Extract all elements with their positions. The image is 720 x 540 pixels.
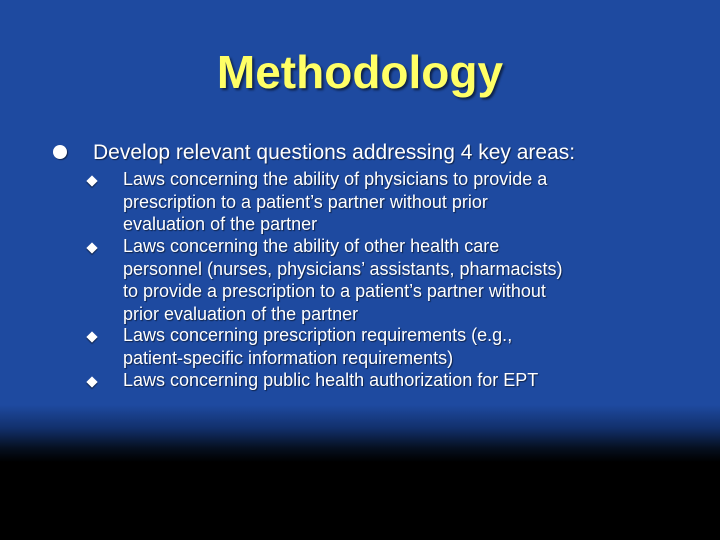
sub-bullet-item xyxy=(85,168,685,236)
sub-bullet-text xyxy=(123,324,683,369)
main-bullet-text: Develop relevant questions addressing 4 key areas: xyxy=(93,141,576,164)
sub-bullet-line: prescription to a patient’s partner without prior xyxy=(123,191,488,212)
sub-bullet-line: evaluation of the partner xyxy=(123,214,318,234)
slide-title: Methodology xyxy=(216,46,504,98)
diamond-bullet-icon xyxy=(86,376,97,387)
sub-bullet-line: Laws concerning the ability of other health care xyxy=(123,236,500,256)
diamond-bullet-icon xyxy=(86,242,97,253)
sub-bullet-line: patient-specific information requirements) xyxy=(123,347,454,368)
sub-bullet-item xyxy=(85,324,685,370)
sub-bullet-item xyxy=(85,369,685,393)
round-bullet-icon xyxy=(53,145,67,159)
sub-bullet-line: to provide a prescription to a patient’s partner without xyxy=(123,281,546,301)
main-bullet xyxy=(52,139,692,169)
sub-bullet-line: Laws concerning public health authorization for EPT xyxy=(123,370,539,390)
sub-bullet-line: personnel (nurses, physicians’ assistants, pharmacists) xyxy=(123,258,563,279)
diamond-bullet-icon xyxy=(86,175,97,186)
sub-bullet-text xyxy=(123,235,683,325)
sub-bullet-text xyxy=(123,369,683,392)
sub-bullet-line: Laws concerning the ability of physicians to provide a xyxy=(123,169,548,189)
sub-bullet-text xyxy=(123,168,683,236)
diamond-bullet-icon xyxy=(86,331,97,342)
sub-bullet-line: Laws concerning prescription requirements (e.g., xyxy=(123,325,513,345)
sub-bullet-item xyxy=(85,235,685,325)
sub-bullet-line: prior evaluation of the partner xyxy=(123,303,359,324)
